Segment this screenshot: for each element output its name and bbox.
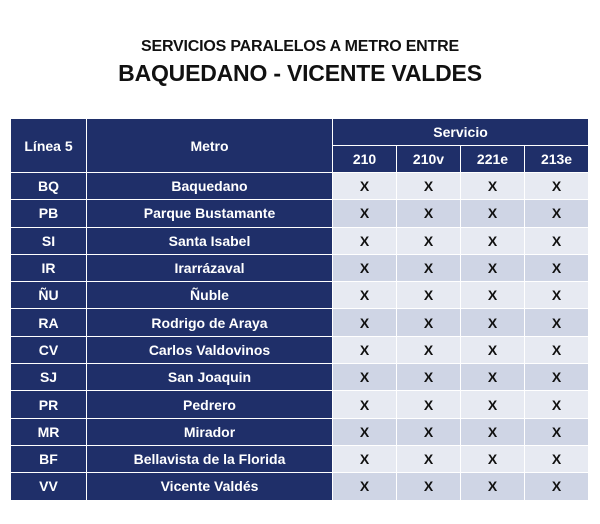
service-mark: X bbox=[525, 282, 589, 309]
service-mark: X bbox=[525, 418, 589, 445]
service-mark: X bbox=[461, 445, 525, 472]
station-code: CV bbox=[11, 336, 87, 363]
service-mark: X bbox=[397, 282, 461, 309]
header-service-221e: 221e bbox=[461, 146, 525, 173]
station-code: MR bbox=[11, 418, 87, 445]
service-mark: X bbox=[461, 227, 525, 254]
table-body bbox=[11, 173, 589, 501]
service-mark: X bbox=[461, 254, 525, 281]
table-row bbox=[11, 336, 589, 363]
station-name: Parque Bustamante bbox=[87, 200, 333, 227]
service-mark: X bbox=[397, 309, 461, 336]
station-code: VV bbox=[11, 473, 87, 500]
table-row bbox=[11, 309, 589, 336]
service-mark: X bbox=[461, 418, 525, 445]
service-mark: X bbox=[461, 336, 525, 363]
service-mark: X bbox=[525, 227, 589, 254]
table-row bbox=[11, 418, 589, 445]
station-name: Rodrigo de Araya bbox=[87, 309, 333, 336]
service-mark: X bbox=[333, 445, 397, 472]
service-mark: X bbox=[525, 309, 589, 336]
station-name: Mirador bbox=[87, 418, 333, 445]
service-mark: X bbox=[397, 173, 461, 200]
service-mark: X bbox=[525, 336, 589, 363]
table-row bbox=[11, 364, 589, 391]
service-mark: X bbox=[333, 391, 397, 418]
service-mark: X bbox=[525, 200, 589, 227]
header-linea: Línea 5 bbox=[11, 119, 87, 173]
header-service-210v: 210v bbox=[397, 146, 461, 173]
station-code: PR bbox=[11, 391, 87, 418]
title-line-1: SERVICIOS PARALELOS A METRO ENTRE bbox=[141, 38, 459, 55]
station-code: ÑU bbox=[11, 282, 87, 309]
table-row bbox=[11, 254, 589, 281]
station-name: Vicente Valdés bbox=[87, 473, 333, 500]
service-mark: X bbox=[333, 254, 397, 281]
service-mark: X bbox=[397, 445, 461, 472]
station-code: SI bbox=[11, 227, 87, 254]
service-mark: X bbox=[461, 309, 525, 336]
service-mark: X bbox=[397, 391, 461, 418]
table-row bbox=[11, 445, 589, 472]
service-mark: X bbox=[461, 391, 525, 418]
station-code: RA bbox=[11, 309, 87, 336]
station-code: BF bbox=[11, 445, 87, 472]
service-mark: X bbox=[397, 473, 461, 500]
service-mark: X bbox=[397, 364, 461, 391]
station-name: Santa Isabel bbox=[87, 227, 333, 254]
station-code: BQ bbox=[11, 173, 87, 200]
service-mark: X bbox=[525, 445, 589, 472]
service-mark: X bbox=[333, 473, 397, 500]
service-mark: X bbox=[333, 282, 397, 309]
table-row bbox=[11, 391, 589, 418]
title-line-2: BAQUEDANO - VICENTE VALDES bbox=[118, 60, 482, 86]
service-mark: X bbox=[525, 173, 589, 200]
service-mark: X bbox=[461, 282, 525, 309]
service-mark: X bbox=[397, 254, 461, 281]
service-mark: X bbox=[461, 473, 525, 500]
services-table bbox=[10, 118, 589, 501]
station-name: Ñuble bbox=[87, 282, 333, 309]
header-servicio: Servicio bbox=[333, 119, 589, 146]
service-mark: X bbox=[397, 418, 461, 445]
service-mark: X bbox=[525, 254, 589, 281]
table-row bbox=[11, 282, 589, 309]
table-row bbox=[11, 227, 589, 254]
service-mark: X bbox=[333, 227, 397, 254]
station-name: Baquedano bbox=[87, 173, 333, 200]
station-code: IR bbox=[11, 254, 87, 281]
service-mark: X bbox=[461, 364, 525, 391]
station-name: Irarrázaval bbox=[87, 254, 333, 281]
service-mark: X bbox=[333, 309, 397, 336]
header-service-213e: 213e bbox=[525, 146, 589, 173]
table-row bbox=[11, 173, 589, 200]
table-row bbox=[11, 473, 589, 500]
service-mark: X bbox=[333, 200, 397, 227]
header-metro: Metro bbox=[87, 119, 333, 173]
service-mark: X bbox=[525, 473, 589, 500]
header-service-210: 210 bbox=[333, 146, 397, 173]
service-mark: X bbox=[333, 336, 397, 363]
service-mark: X bbox=[525, 391, 589, 418]
station-name: Carlos Valdovinos bbox=[87, 336, 333, 363]
table-row bbox=[11, 200, 589, 227]
station-name: San Joaquin bbox=[87, 364, 333, 391]
service-mark: X bbox=[397, 200, 461, 227]
service-mark: X bbox=[397, 227, 461, 254]
service-mark: X bbox=[397, 336, 461, 363]
service-mark: X bbox=[461, 173, 525, 200]
service-mark: X bbox=[333, 173, 397, 200]
service-mark: X bbox=[333, 364, 397, 391]
station-code: PB bbox=[11, 200, 87, 227]
service-mark: X bbox=[461, 200, 525, 227]
station-name: Bellavista de la Florida bbox=[87, 445, 333, 472]
station-name: Pedrero bbox=[87, 391, 333, 418]
service-mark: X bbox=[525, 364, 589, 391]
service-mark: X bbox=[333, 418, 397, 445]
station-code: SJ bbox=[11, 364, 87, 391]
